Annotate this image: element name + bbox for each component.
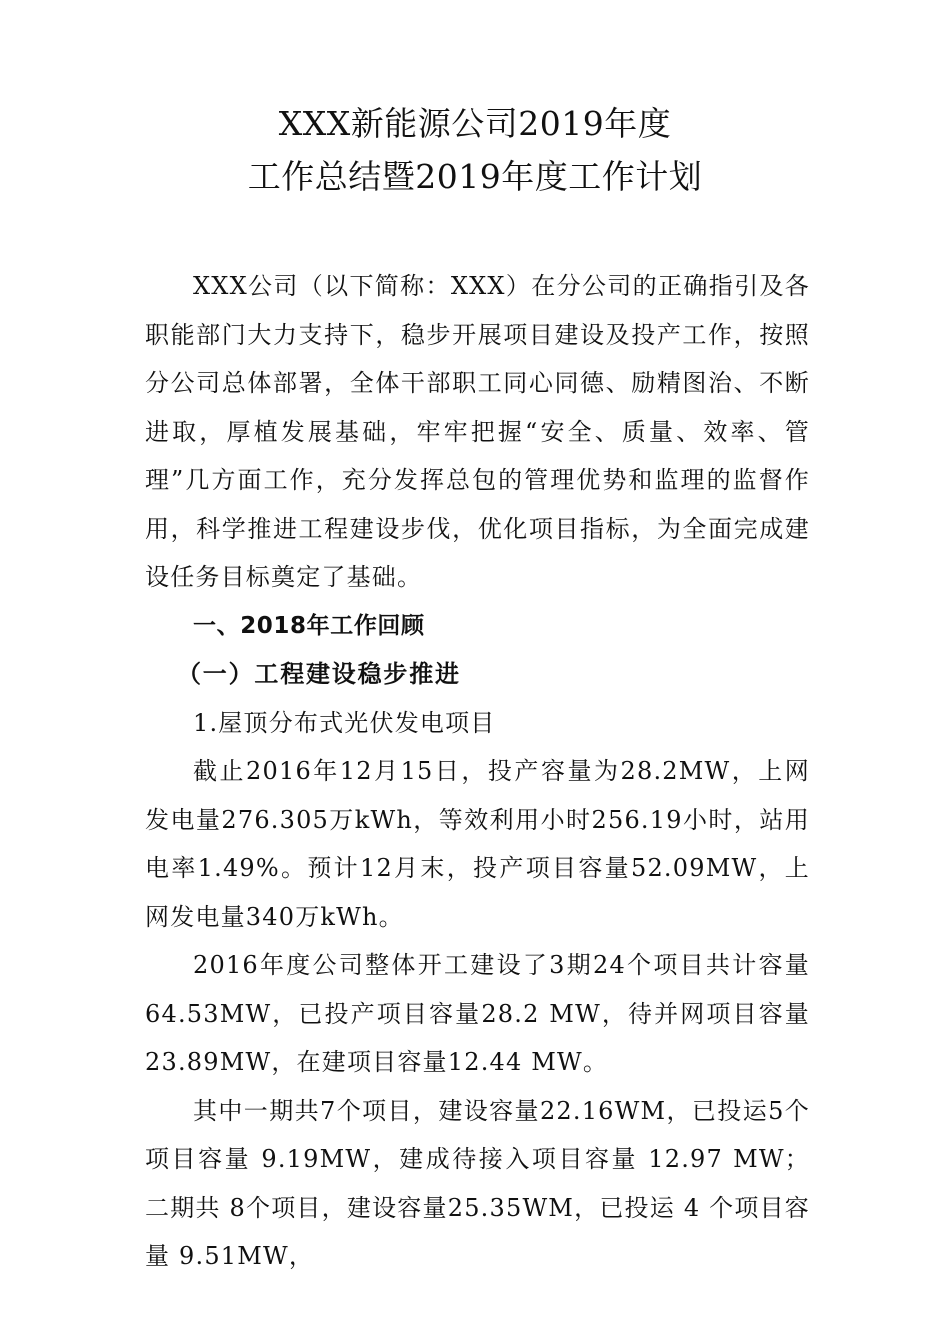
document-title-line-1: XXX新能源公司2019年度 [278, 104, 672, 143]
subsection-heading-construction: （一）工程建设稳步推进 [177, 659, 461, 688]
overall-construction-paragraph: 2016年度公司整体开工建设了3期24个项目共计容量64.53MW，已投产项目容量28.2 MW，待并网项目容量23.89MW，在建项目容量12.44 MW。 [145, 951, 810, 1076]
capacity-paragraph: 截止2016年12月15日，投产容量为28.2MW，上网发电量276.305万kWh，等效利用小时256.19小时，站用电率1.49%。预计12月末，投产项目容量52.09MW，上网发电量340万kWh。 [145, 757, 810, 931]
document-title-line-2: 工作总结暨2019年度工作计划 [247, 157, 703, 196]
intro-paragraph: XXX公司（以下简称：XXX）在分公司的正确指引及各职能部门大力支持下，稳步开展项目建设及投产工作，按照分公司总体部署，全体干部职工同心同德、励精图治、不断进取，厚植发展基础，牢牢把握“安全、质量、效率、管理”几方面工作，充分发挥总包的管理优势和监理的监督作用，科学推进工程建设步伐，优化项目指标，为全面完成建设任务目标奠定了基础。 [145, 272, 810, 591]
item-heading-rooftop-pv: 1.屋顶分布式光伏发电项目 [193, 708, 496, 737]
document-body [145, 262, 810, 1281]
section-heading-review: 一、2018年工作回顾 [193, 612, 425, 639]
phases-paragraph: 其中一期共7个项目，建设容量22.16WM，已投运5个项目容量 9.19MW，建成待接入项目容量 12.97 MW；二期共 8个项目，建设容量25.35WM，已投运 4 个项目容量 9.51MW， [145, 1096, 810, 1270]
